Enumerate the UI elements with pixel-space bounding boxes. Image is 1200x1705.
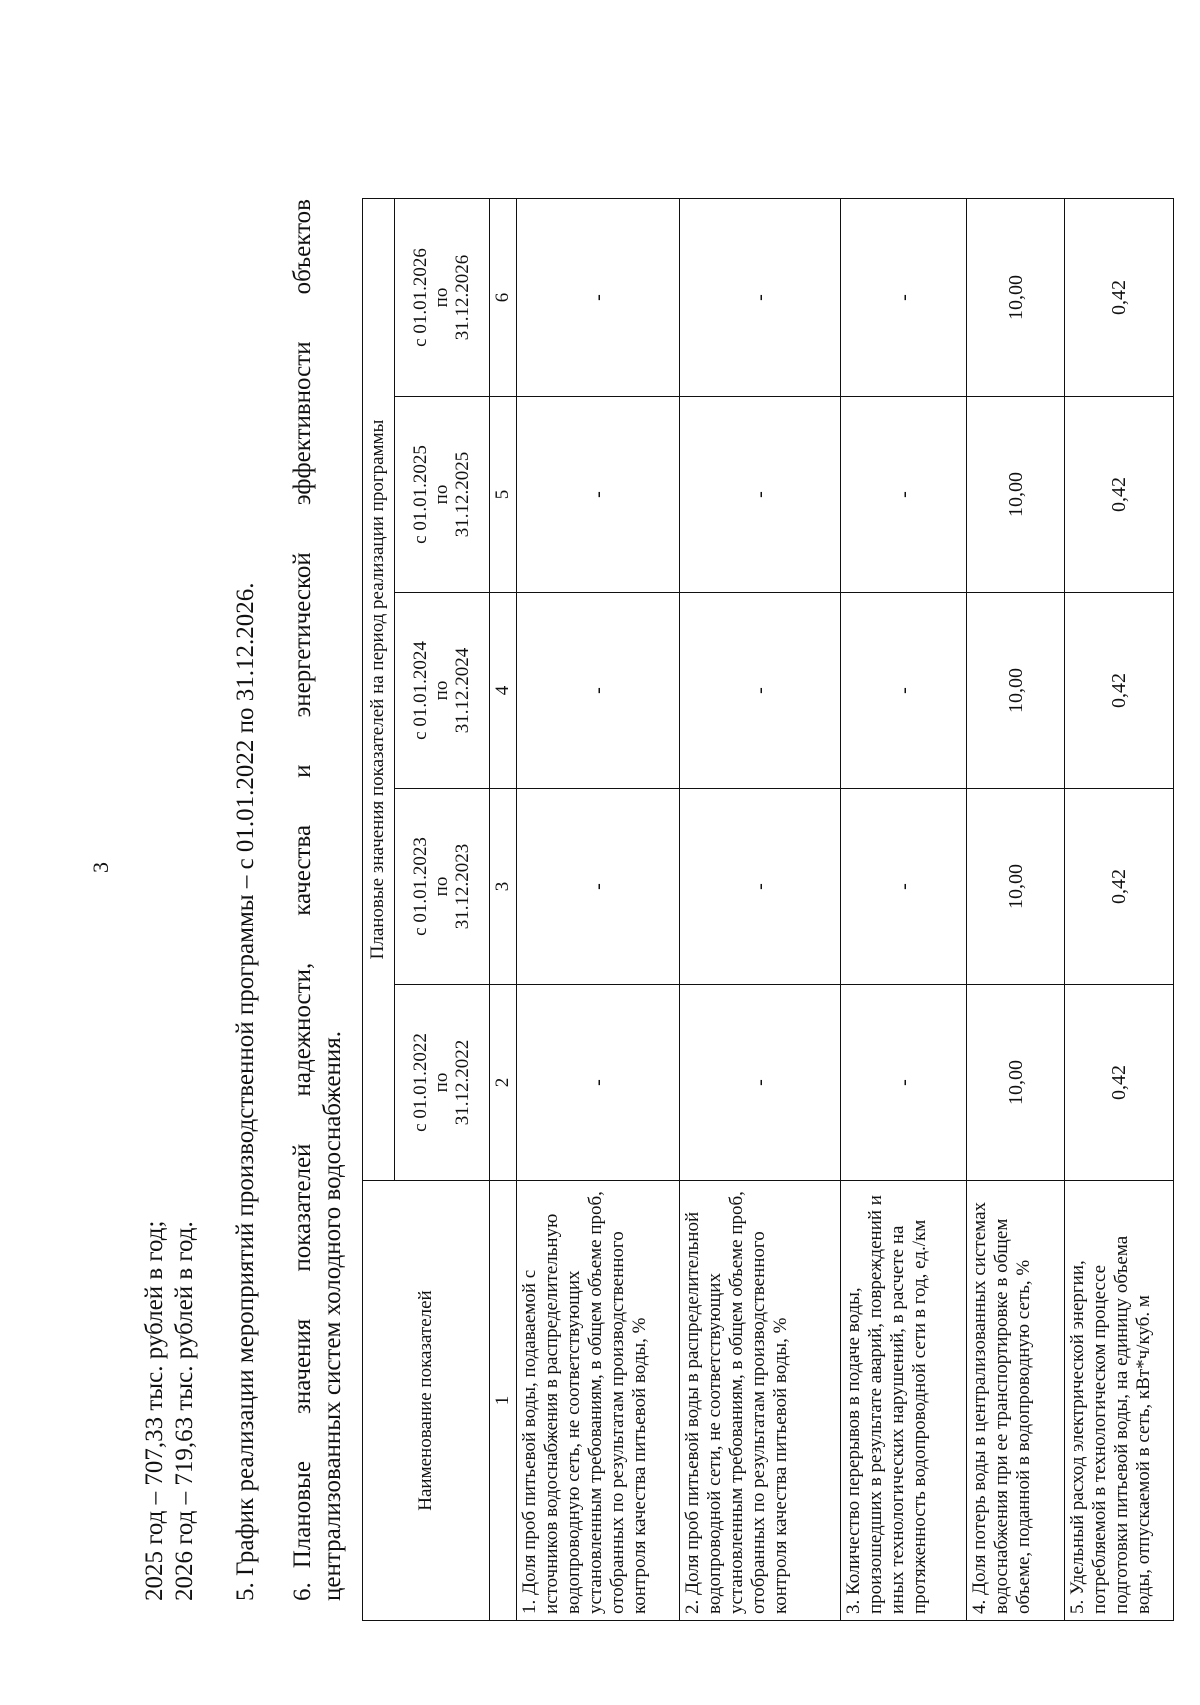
header-period-2023 — [394, 789, 490, 985]
period-from: с 01.01.2024 — [410, 641, 432, 740]
value-cell: - — [841, 593, 967, 789]
period-to-word: по — [431, 680, 453, 701]
indicator-cell: 1. Доля проб питьевой воды, подаваемой с источников водоснабжения в распределительную водопроводную сеть, не соответствующих установленным требованиям, в общем объеме проб, отобранных по результатам производственного контроля качества питьевой воды, % — [517, 1181, 680, 1621]
column-number: 3 — [490, 789, 517, 985]
value-cell: - — [517, 593, 680, 789]
value-cell: 0,42 — [1065, 789, 1174, 985]
value-cell: - — [841, 397, 967, 593]
header-indicator-name: Наименование показателей — [363, 1181, 490, 1621]
table-header-row-1 — [363, 198, 395, 1620]
value-cell: - — [517, 789, 680, 985]
indicator-cell: 3. Количество перерывов в подаче воды, произошедших в результате аварий, повреждений и иных технологических нарушений, в расчете на протяженность водопроводной сети в год, ед./км — [841, 1181, 967, 1621]
period-from: с 01.01.2023 — [410, 837, 432, 936]
header-period-2025 — [394, 397, 490, 593]
section-5-schedule: 5. График реализации мероприятий производственной программы – с 01.01.2022 по 31.12.2026. — [232, 582, 259, 1601]
period-to: 31.12.2022 — [452, 1039, 474, 1126]
value-cell: - — [841, 789, 967, 985]
section-6-heading — [288, 199, 348, 1601]
value-cell: - — [680, 397, 841, 593]
section-6-line-1-text: Плановые значения показателей надежности, качества и энергетической эффективности объектов — [289, 199, 316, 1569]
table-row — [967, 198, 1065, 1620]
value-cell: 10,00 — [967, 789, 1065, 985]
value-cell: 10,00 — [967, 397, 1065, 593]
period-to-word: по — [431, 1072, 453, 1093]
value-cell: - — [841, 198, 967, 396]
value-cell: 10,00 — [967, 985, 1065, 1181]
value-cell: 10,00 — [967, 593, 1065, 789]
value-cell: 0,42 — [1065, 397, 1174, 593]
indicator-cell: 5. Удельный расход электрической энергии, потребляемой в технологическом процессе подготовки питьевой воды, на единицу объема воды, отпускаемой в сеть, кВт*ч/куб. м — [1065, 1181, 1174, 1621]
indicator-cell: 4. Доля потерь воды в централизованных системах водоснабжения при ее транспортировке в общем объеме, поданной в водопроводную сеть, % — [967, 1181, 1065, 1621]
budget-line-2026: 2026 год – 719,63 тыс. рублей в год. — [171, 1221, 198, 1601]
table-row — [680, 198, 841, 1620]
value-cell: - — [517, 198, 680, 396]
value-cell: 10,00 — [967, 198, 1065, 396]
period-to: 31.12.2024 — [452, 647, 474, 734]
column-number-row — [490, 198, 517, 1620]
value-cell: 0,42 — [1065, 593, 1174, 789]
header-period-2026 — [394, 198, 490, 396]
period-to-word: по — [431, 287, 453, 308]
header-planned-values: Плановые значения показателей на период реализации программы — [363, 198, 395, 1180]
table-row — [517, 198, 680, 1620]
value-cell: - — [517, 397, 680, 593]
table-row — [1065, 198, 1174, 1620]
indicators-table — [362, 198, 1174, 1621]
header-period-2022 — [394, 985, 490, 1181]
value-cell: - — [680, 985, 841, 1181]
period-to: 31.12.2023 — [452, 843, 474, 930]
indicator-cell: 2. Доля проб питьевой воды в распределительной водопроводной сети, не соответствующих установленным требованиям, в общем объеме проб, отобранных по результатам производственного контроля качества питьевой воды, % — [680, 1181, 841, 1621]
column-number: 5 — [490, 397, 517, 593]
budget-line-2025: 2025 год – 707,33 тыс. рублей в год; — [141, 1220, 168, 1601]
period-from: с 01.01.2025 — [410, 445, 432, 544]
column-number: 2 — [490, 985, 517, 1181]
value-cell: - — [680, 593, 841, 789]
budget-lines — [140, 171, 200, 1601]
period-to-word: по — [431, 484, 453, 505]
value-cell: - — [680, 789, 841, 985]
column-number: 6 — [490, 198, 517, 396]
value-cell: - — [517, 985, 680, 1181]
header-period-2024 — [394, 593, 490, 789]
value-cell: - — [841, 985, 967, 1181]
table-row — [841, 198, 967, 1620]
section-6-line-1 — [288, 199, 318, 1601]
period-from: с 01.01.2022 — [410, 1033, 432, 1132]
period-from: с 01.01.2026 — [410, 248, 432, 347]
period-to-word: по — [431, 876, 453, 897]
value-cell: - — [680, 198, 841, 396]
section-6-line-2: централизованных систем холодного водоснабжения. — [319, 1031, 346, 1601]
period-to: 31.12.2025 — [452, 451, 474, 538]
value-cell: 0,42 — [1065, 198, 1174, 396]
section-6-number: 6. — [289, 1582, 316, 1601]
page-number: 3 — [88, 862, 113, 873]
column-number: 4 — [490, 593, 517, 789]
value-cell: 0,42 — [1065, 985, 1174, 1181]
period-to: 31.12.2026 — [452, 254, 474, 341]
column-number: 1 — [490, 1181, 517, 1621]
